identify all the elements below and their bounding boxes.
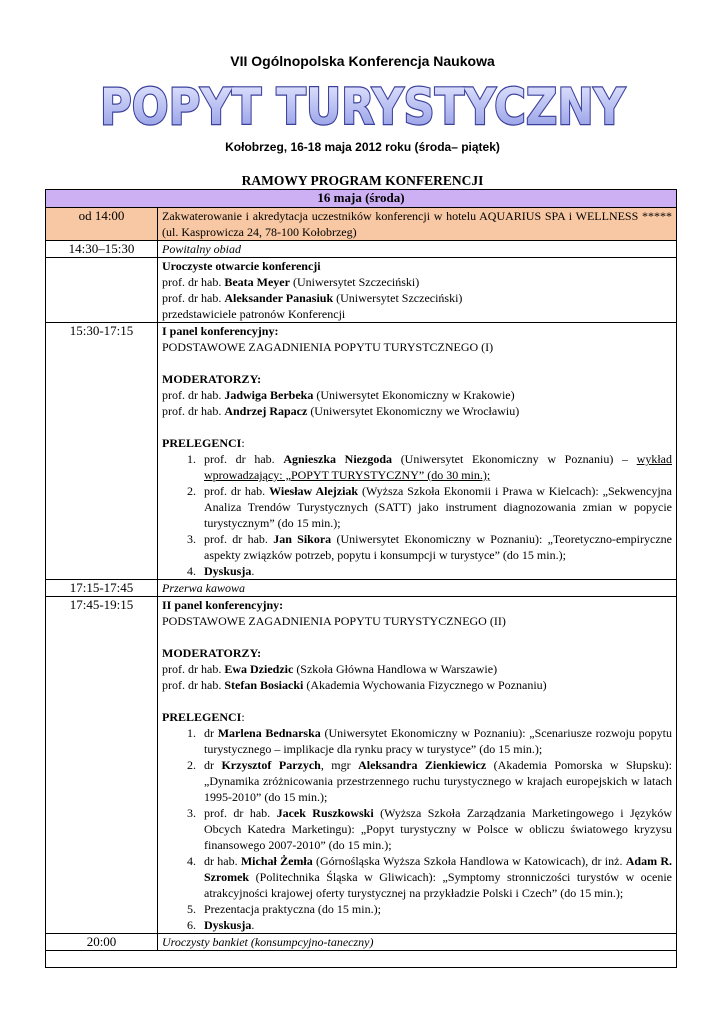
- speaker-talk: , mgr: [320, 758, 359, 772]
- panel1-topic: PODSTAWOWE ZAGADNIENIA POPYTU TURYSTCZNEGO (I): [162, 340, 494, 354]
- speaker-talk-2: (Akademia Pomorska w Słupsku): „Dynamika zróżnicowania przestrzennego ruchu turystycznego w krajach europejskich w latach 1995-2010” (do 15 min.);: [204, 758, 672, 804]
- dinner-text: Powitalny obiad: [158, 241, 677, 258]
- discussion-label: Dyskusja: [204, 918, 252, 932]
- item-number: 1.: [187, 726, 196, 740]
- empty-cell: [46, 951, 677, 968]
- speaker-talk: (Górnośląska Wyższa Szkoła Handlowa w Katowicach), dr inż.: [312, 854, 626, 868]
- panel1-title: I panel konferencyjny:: [162, 324, 279, 338]
- speaker-talk: .: [251, 564, 255, 578]
- venue-dates: Kołobrzeg, 16-18 maja 2012 roku (środa– piątek): [225, 140, 500, 154]
- speaker-talk: (Uniwersytet Ekonomiczny w Poznaniu) –: [392, 452, 637, 466]
- speaker-title: prof. dr hab.: [204, 452, 284, 466]
- speaker-talk: (Uniwersytet Ekonomiczny w Poznaniu): „Teoretyczno-empiryczne aspekty związków potrzeb, popytu i konsumpcji w turystyce” (do 15 min.);: [204, 532, 672, 562]
- coffee-time: 17:15-17:45: [46, 580, 158, 597]
- opening-time: [46, 258, 158, 323]
- person-affiliation: (Akademia Wychowania Fizycznego w Poznaniu): [303, 678, 547, 692]
- item-number: 5.: [187, 902, 196, 916]
- person-affiliation: (Uniwersytet Ekonomiczny w Krakowie): [313, 388, 515, 402]
- item-number: 3.: [187, 532, 196, 546]
- speaker-talk: (Uniwersytet Ekonomiczny w Poznaniu): „Scenariusze rozwoju popytu turystycznego – implikacje dla rynku pracy w turystyce” (do 15 min.);: [204, 726, 672, 756]
- person-title: prof. dr hab.: [162, 662, 225, 676]
- banquet-time: 20:00: [46, 934, 158, 951]
- empty-row: [46, 951, 677, 968]
- panel2-speakers: [162, 725, 672, 933]
- panel2-topic: PODSTAWOWE ZAGADNIENIA POPYTU TURYSTYCZNEGO (II): [162, 614, 506, 628]
- item-number: 4.: [187, 564, 196, 578]
- speaker-item: [162, 563, 672, 579]
- moderator: [162, 677, 672, 693]
- person-name: Andrzej Rapacz: [224, 404, 308, 418]
- panel2-title: II panel konferencyjny:: [162, 598, 284, 612]
- person-affiliation: (Uniwersytet Ekonomiczny we Wrocławiu): [307, 404, 520, 418]
- speaker-name: Jacek Ruszkowski: [276, 806, 374, 820]
- panel1-speakers-label: [162, 435, 672, 451]
- presentation-label: Prezentacja praktyczna (do 15 min.);: [204, 902, 381, 916]
- speaker-title: dr: [204, 758, 222, 772]
- arrival-text: Zakwaterowanie i akredytacja uczestników konferencji w hotelu AQUARIUS SPA i WELLNESS ***** (ul. Kasprowicza 24, 78-100 Kołobrzeg): [158, 208, 677, 241]
- coffee-text: Przerwa kawowa: [158, 580, 677, 597]
- speaker-title: prof. dr hab.: [204, 532, 274, 546]
- person-affiliation: (Szkoła Główna Handlowa w Warszawie): [293, 662, 498, 676]
- moderator: [162, 387, 672, 403]
- speaker-name-2: Adam R. Szromek: [204, 854, 672, 884]
- keynote-title: wykład wprowadzający: „POPYT TURYSTYCZNY” (do 30 min.);: [204, 452, 672, 482]
- item-number: 2.: [187, 758, 196, 772]
- arrival-row: [46, 208, 677, 241]
- item-number: 4.: [187, 854, 196, 868]
- person-title: prof. dr hab.: [162, 404, 225, 418]
- speaker-item: [162, 901, 672, 917]
- speaker-item: [162, 917, 672, 933]
- discussion-label: Dyskusja: [204, 564, 252, 578]
- panel2-speakers-label: [162, 709, 672, 725]
- coffee-row: [46, 580, 677, 597]
- panel1-row: [46, 323, 677, 580]
- speaker-item: [162, 725, 672, 757]
- item-number: 6.: [187, 918, 196, 932]
- speaker-name: Krzysztof Parzych: [221, 758, 321, 772]
- conference-name: VII Ogólnopolska Konferencja Naukowa: [230, 53, 495, 69]
- speaker-talk: .: [251, 918, 255, 932]
- banner-wordart: [95, 78, 630, 136]
- person-name: Beata Meyer: [224, 275, 290, 289]
- speaker-item: [162, 451, 672, 483]
- program-table: [45, 189, 677, 968]
- panel1-time: 15:30-17:15: [46, 323, 158, 580]
- person-name: Jadwiga Berbeka: [224, 388, 314, 402]
- speakers-label-colon: :: [241, 436, 245, 450]
- dinner-time: 14:30–15:30: [46, 241, 158, 258]
- speaker-talk: (Wyższa Szkoła Ekonomii i Prawa w Kielcach): „Sekwencyjna Analiza Trendów Turystycznych (SATT) jako instrument diagnozowania zmian w popycie turystycznym” (do 15 min.);: [204, 484, 672, 530]
- speaker-name: Michał Żemła: [240, 854, 313, 868]
- panel1-cell: [158, 323, 677, 580]
- person-affiliation: (Uniwersytet Szczeciński): [289, 275, 420, 289]
- speaker-title: prof. dr hab.: [204, 806, 277, 820]
- person-title: prof. dr hab.: [162, 388, 225, 402]
- speaker-item: [162, 853, 672, 901]
- person-title: prof. dr hab.: [162, 678, 225, 692]
- person-affiliation: (Uniwersytet Szczeciński): [333, 291, 463, 305]
- item-number: 3.: [187, 806, 196, 820]
- person-title: prof. dr hab.: [162, 275, 225, 289]
- speaker-name-2: Aleksandra Zienkiewicz: [358, 758, 487, 772]
- item-number: 1.: [187, 452, 196, 466]
- speaker-talk: (Wyższa Szkoła Zarządzania Marketingowego i Języków Obcych Katedra Marketingu): „Popyt turystyczny w Polsce w obliczu światowego kryzysu finansowego 2007-2010” (do 15 min.);: [204, 806, 672, 852]
- opening-row: [46, 258, 677, 323]
- program-title: RAMOWY PROGRAM KONFERENCJI: [241, 173, 484, 188]
- speaker-name: Marlena Bednarska: [217, 726, 321, 740]
- speaker-title: dr hab.: [204, 854, 241, 868]
- speaker-item: [162, 757, 672, 805]
- person-name: Aleksander Panasiuk: [224, 291, 334, 305]
- banner-title: POPYT TURYSTYCZNY: [100, 78, 626, 136]
- day-header: 16 maja (środa): [46, 190, 677, 208]
- banquet-row: [46, 934, 677, 951]
- day-row: [46, 190, 677, 208]
- speaker-talk-2: (Politechnika Śląska w Gliwicach): „Symptomy stronniczości turystów w ocenie atrakcyjności krajowej oferty turystycznej na przykładzie Polski i Czech” (do 15 min.);: [204, 870, 672, 900]
- person-name: Stefan Bosiacki: [224, 678, 304, 692]
- panel2-cell: [158, 597, 677, 934]
- banquet-text: Uroczysty bankiet (konsumpcyjno-taneczny): [158, 934, 677, 951]
- panel1-speakers: [162, 451, 672, 579]
- opening-person: [162, 290, 672, 306]
- speaker-item: [162, 805, 672, 853]
- speaker-item: [162, 531, 672, 563]
- opening-title: Uroczyste otwarcie konferencji: [162, 259, 321, 273]
- person-name: Ewa Dziedzic: [224, 662, 294, 676]
- panel2-row: [46, 597, 677, 934]
- opening-patrons: przedstawiciele patronów Konferencji: [162, 307, 346, 321]
- speaker-item: [162, 483, 672, 531]
- opening-person: [162, 274, 672, 290]
- speaker-title: prof. dr hab.: [204, 484, 270, 498]
- speakers-label-text: PRELEGENCI: [162, 436, 242, 450]
- panel1-moderators-label: MODERATORZY:: [162, 372, 262, 386]
- arrival-time: od 14:00: [46, 208, 158, 241]
- dinner-row: [46, 241, 677, 258]
- speaker-name: Wiesław Alejziak: [269, 484, 359, 498]
- moderator: [162, 403, 672, 419]
- person-title: prof. dr hab.: [162, 291, 225, 305]
- speakers-label-text: PRELEGENCI: [162, 710, 242, 724]
- speaker-title: dr: [204, 726, 218, 740]
- item-number: 2.: [187, 484, 196, 498]
- panel2-moderators-label: MODERATORZY:: [162, 646, 262, 660]
- moderator: [162, 661, 672, 677]
- opening-cell: [158, 258, 677, 323]
- speaker-name: Jan Sikora: [273, 532, 332, 546]
- panel2-time: 17:45-19:15: [46, 597, 158, 934]
- speakers-label-colon: :: [241, 710, 245, 724]
- speaker-name: Agnieszka Niezgoda: [283, 452, 393, 466]
